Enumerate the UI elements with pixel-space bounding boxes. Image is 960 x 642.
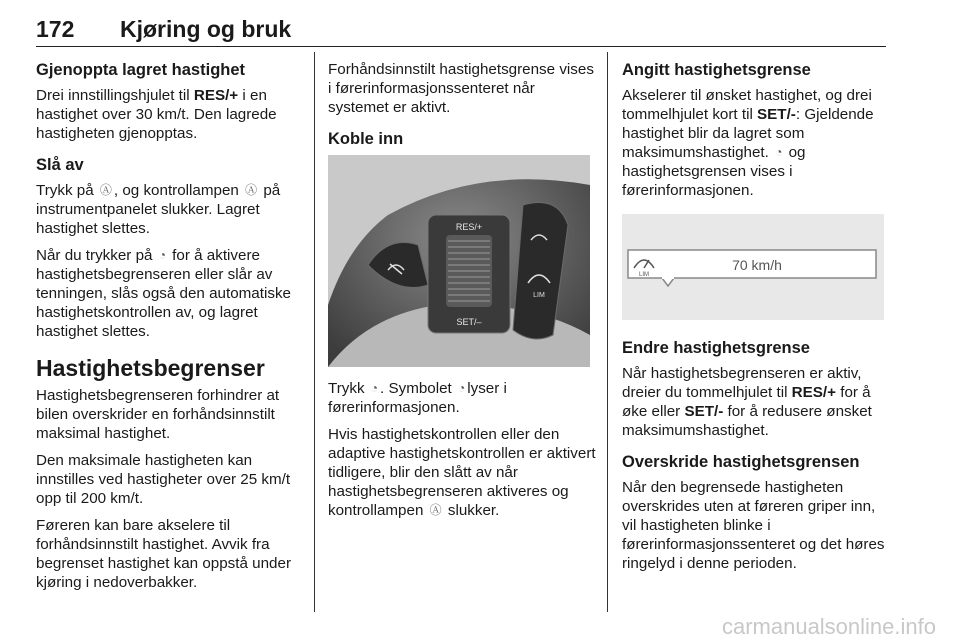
column-3 [622, 60, 890, 581]
page-header [36, 6, 886, 47]
speed-limiter-icon: ◔ [158, 248, 166, 262]
column-divider [314, 52, 315, 612]
steering-wheel-photo [328, 155, 590, 367]
heading-resume: Gjenoppta lagret hastighet [36, 61, 246, 79]
heading-on: Koble inn [328, 130, 404, 148]
cruise-off-icon: Ⓐ [245, 183, 258, 197]
speed-limiter-icon: ◔ [458, 381, 466, 395]
speed-limiter-icon: ◔ [775, 145, 783, 159]
paragraph-resume: Drei innstillingshjulet til RES/+ i en hastighet over 30 km/t. Den lagrede hastigheten gjenopptas. [36, 87, 277, 142]
column-2 [328, 60, 596, 528]
cruise-off-icon: Ⓐ [429, 503, 442, 517]
chapter-title: Kjøring og bruk [120, 16, 292, 42]
paragraph-off: Trykk på Ⓐ , og kontrollampen Ⓐ på instrumentpanelet slukker. Lagret hastighet slettes. [36, 182, 281, 237]
paragraph-on-1: Trykk ◔ . Symbolet ◔ lyser i førerinformasjonen. [328, 380, 507, 416]
paragraph-set-limit: Akselerer til ønsket hastighet, og drei tommelhjulet kort til SET/-: Gjeldende hastighet blir da lagret som maksimumshastighet. ◔ og hastighetsgrensen vises i førerinformasjonen. [622, 87, 874, 199]
svg-text:RES/+: RES/+ [455, 222, 483, 232]
driver-info-display [622, 214, 884, 320]
paragraph-limiter-3: Føreren kan bare akselere til forhåndsinnstilt hastighet. Avvik fra begrenset hastighet kan oppstå under kjøring i nedoverbakker. [36, 517, 291, 591]
speed-limiter-icon: ◔ [370, 381, 379, 395]
heading-set-limit: Angitt hastighetsgrense [622, 61, 811, 79]
cruise-off-icon: Ⓐ [99, 183, 112, 197]
paragraph-limiter-1: Hastighetsbegrenseren forhindrer at bilen overskrider en forhåndsinnstilt maksimal hastighet. [36, 387, 280, 442]
paragraph-change-limit: Når hastighetsbegrenseren er aktiv, dreier du tommelhjulet til RES/+ for å øke eller SET/- for å redusere ønsket maksimumshastighet. [622, 365, 872, 439]
paragraph-on-2: Hvis hastighetskontrollen eller den adaptive hastighetskontrollen er aktivert tidligere, blir den slått av når hastighetsbegrenseren aktiveres og kontrollampen Ⓐ slukker. [328, 426, 596, 519]
paragraph-limiter-2: Den maksimale hastigheten kan innstilles ved hastigheter over 25 km/t opp til 200 km/t. [36, 452, 291, 507]
svg-text:SET/–: SET/– [456, 317, 482, 327]
svg-text:LIM: LIM [638, 272, 650, 278]
svg-text:LIM: LIM [533, 292, 545, 299]
page-number: 172 [36, 16, 75, 42]
heading-change-limit: Endre hastighetsgrense [622, 339, 810, 357]
heading-limiter: Hastighetsbegrenser [36, 355, 265, 381]
watermark: carmanualsonline.info [721, 614, 936, 639]
paragraph-exceed-limit: Når den begrensede hastigheten overskrides uten at føreren griper inn, vil hastigheten blinke i førerinformasjonssenteret og det høres ringelyd i denne perioden. [622, 479, 885, 572]
paragraph-top: Forhåndsinnstilt hastighetsgrense vises i førerinformasjonssenteret når systemet er aktivt. [328, 61, 594, 116]
paragraph-off-2: Når du trykker på ◔ for å aktivere hastighetsbegrenseren eller slår av tenningen, slås også den automatiske hastighetskontrollen av, og lagret hastighet slettes. [36, 247, 291, 340]
column-1 [36, 60, 304, 600]
heading-exceed-limit: Overskride hastighetsgrensen [622, 453, 860, 471]
heading-off: Slå av [36, 156, 84, 174]
column-divider [607, 52, 608, 612]
display-speed: 70 km/h [732, 257, 782, 273]
